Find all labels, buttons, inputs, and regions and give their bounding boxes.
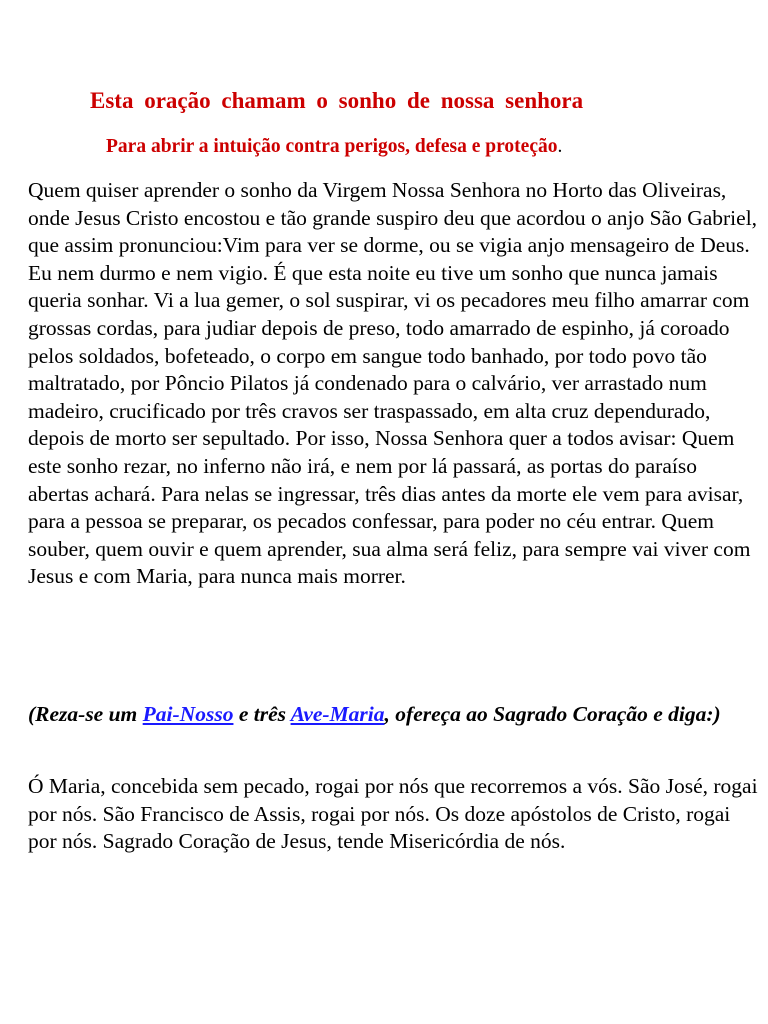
ave-maria-link[interactable]: Ave-Maria	[290, 702, 385, 726]
subtitle-period: .	[557, 136, 563, 157]
page-subtitle	[106, 134, 746, 160]
closing-prayer-paragraph: Ó Maria, concebida sem pecado, rogai por nós que recorremos a vós. São José, rogai por nós. São Francisco de Assis, rogai por nós. Os doze apóstolos de Cristo, rogai por nós. Sagrado Coração de Jesus, tende Misericórdia de nós.	[28, 774, 758, 854]
instruction-paragraph	[28, 700, 760, 729]
prayer-paragraph: Quem quiser aprender o sonho da Virgem Nossa Senhora no Horto das Oliveiras, onde Jesus Cristo encostou e tão grande suspiro deu que acordou o anjo São Gabriel, que assim pronunciou:Vim para ver se dorme, ou se vigia anjo mensageiro de Deus. Eu nem durmo e nem vigio. É que esta noite eu tive um sonho que nunca jamais queria sonhar. Vi a lua gemer, o sol suspirar, vi os pecadores meu filho amarrar com grossas cordas, para judiar depois de preso, todo amarrado de espinho, já coroado pelos soldados, bofeteado, o corpo em sangue todo banhado, por todo povo tão maltratado, por Pôncio Pilatos já condenado para o calvário, ver arrastado num madeiro, crucificado por três cravos ser traspassado, em alta cruz dependurado, depois de morto ser sepultado. Por isso, Nossa Senhora quer a todos avisar: Quem este sonho rezar, no inferno não irá, e nem por lá passará, as portas do paraíso abertas achará. Para nelas se ingressar, três dias antes da morte ele vem para avisar, para a pessoa se preparar, os pecados confessar, para poder no céu entrar. Quem souber, quem ouvir e quem aprender, sua alma será feliz, para sempre vai viver com Jesus e com Maria, para nunca mais morrer.	[28, 178, 758, 589]
instruction-text-3: , ofereça ao Sagrado Coração e diga:)	[384, 702, 721, 726]
pai-nosso-link[interactable]: Pai-Nosso	[142, 702, 234, 726]
subtitle-text: Para abrir a intuição contra perigos, defesa e proteção	[106, 136, 558, 157]
instruction-text-1: (Reza-se um	[28, 702, 143, 726]
instruction-text-2: e três	[233, 702, 291, 726]
page-title: Esta oração chamam o sonho de nossa senhora	[90, 88, 584, 113]
